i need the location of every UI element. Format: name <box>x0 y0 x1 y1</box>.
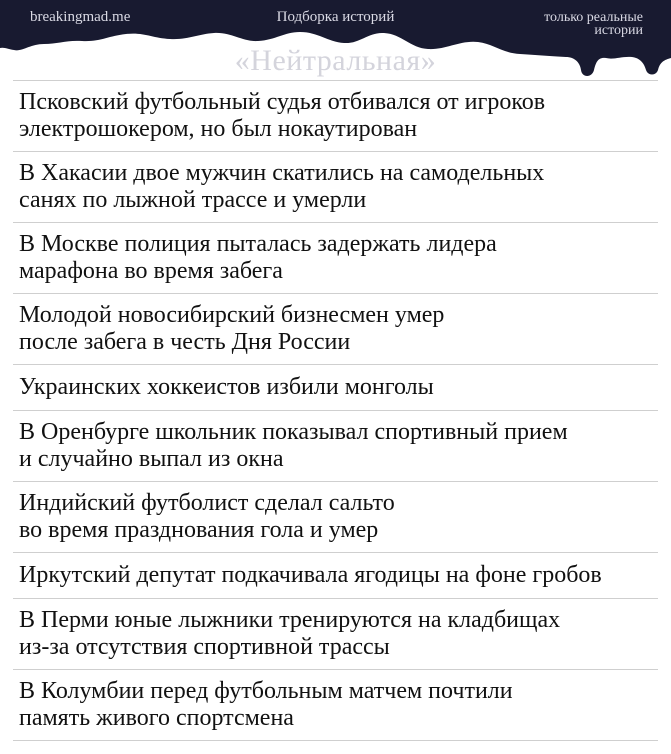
story-item[interactable] <box>13 294 658 365</box>
story-item[interactable] <box>13 670 658 741</box>
story-list <box>13 80 658 741</box>
story-line-1: Молодой новосибирский бизнесмен умер <box>19 302 445 328</box>
story-item[interactable] <box>13 553 658 599</box>
story-item[interactable] <box>13 152 658 223</box>
story-item[interactable] <box>13 365 658 411</box>
collection-subtitle: «Нейтральная» <box>234 44 437 77</box>
section-title: Подборка историй <box>276 9 395 25</box>
story-line-2: из-за отсутствия спортивной трассы <box>19 634 390 660</box>
story-line-1: В Колумбии перед футбольным матчем почтили <box>19 678 513 704</box>
story-line-1: В Хакасии двое мужчин скатились на самодельных <box>19 160 545 186</box>
story-line-1: Украинских хоккеистов избили монголы <box>19 374 434 400</box>
story-item[interactable] <box>13 223 658 294</box>
story-line-1: Псковский футбольный судья отбивался от игроков <box>19 89 546 115</box>
story-line-2: память живого спортсмена <box>19 705 294 731</box>
story-item[interactable] <box>13 482 658 553</box>
story-item[interactable] <box>13 599 658 670</box>
story-line-1: Индийский футболист сделал сальто <box>19 490 395 516</box>
header-banner <box>0 0 671 80</box>
site-name[interactable]: breakingmad.me <box>30 9 131 25</box>
story-line-2: и случайно выпал из окна <box>19 446 284 472</box>
story-line-2: после забега в честь Дня России <box>19 329 351 355</box>
tagline-line-1: только реальные <box>544 10 643 25</box>
story-line-2: санях по лыжной трассе и умерли <box>19 187 367 213</box>
story-line-2: марафона во время забега <box>19 258 283 284</box>
story-item[interactable] <box>13 411 658 482</box>
story-line-1: В Оренбурге школьник показывал спортивный прием <box>19 419 568 445</box>
story-line-2: электрошокером, но был нокаутирован <box>19 116 418 142</box>
story-line-2: во время празднования гола и умер <box>19 517 379 543</box>
story-line-1: Иркутский депутат подкачивала ягодицы на фоне гробов <box>19 562 602 588</box>
story-line-1: В Перми юные лыжники тренируются на кладбищах <box>19 607 561 633</box>
tagline <box>544 11 643 37</box>
story-item[interactable] <box>13 81 658 152</box>
tagline-line-2: истории <box>594 23 643 38</box>
story-line-1: В Москве полиция пыталась задержать лидера <box>19 231 497 257</box>
